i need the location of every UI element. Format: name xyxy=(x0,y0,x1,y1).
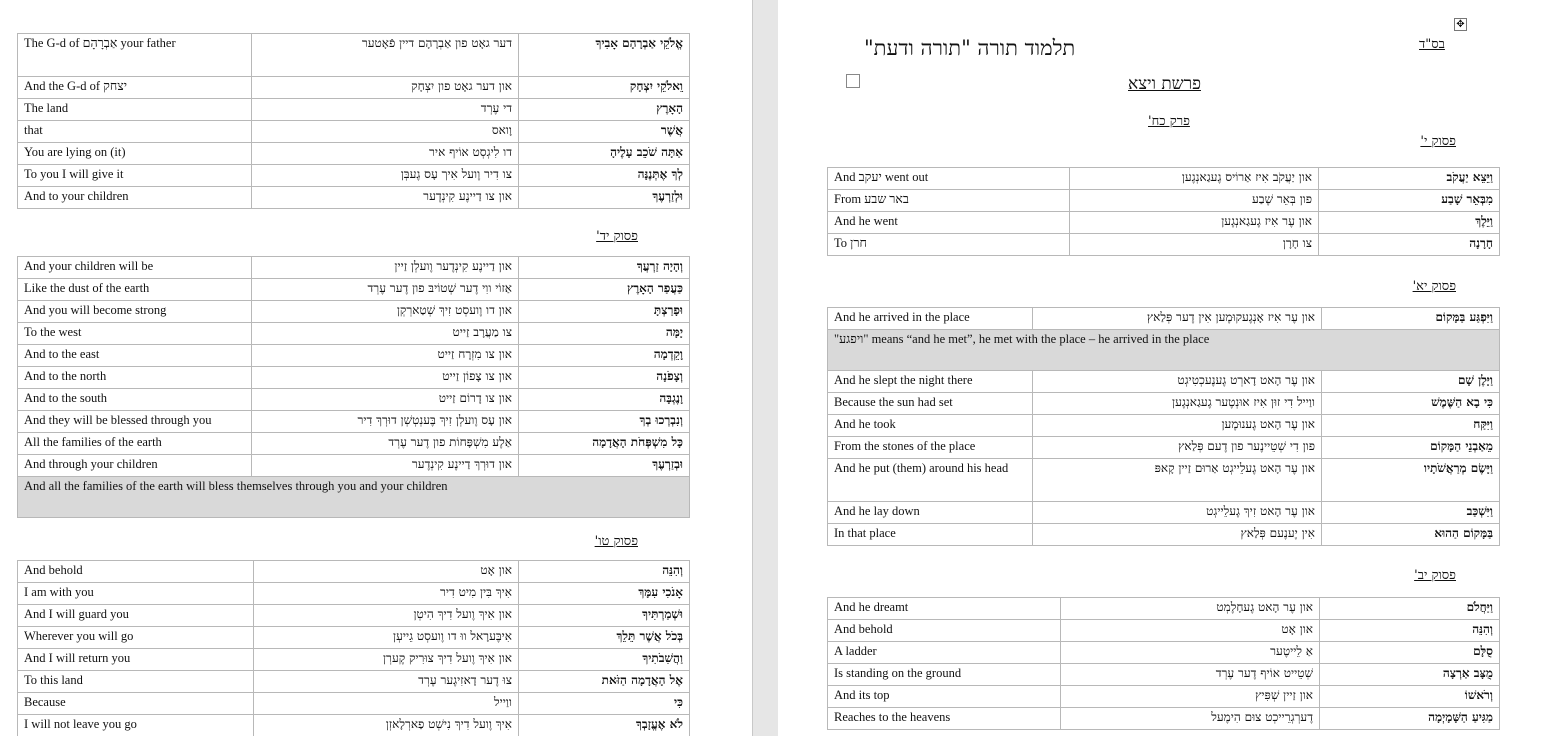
table-row xyxy=(18,257,690,279)
yiddish-cell: אַזוֹי ווִי דֶער שְׁטוֹיבּ פון דֶער עֶרְד xyxy=(252,279,519,301)
english-cell: And to your children xyxy=(18,187,252,209)
hebrew-cell: סֻלָּם xyxy=(1320,642,1500,664)
hebrew-cell: וְהִנֵּה xyxy=(1320,620,1500,642)
document-title: תלמוד תורה "תורה ודעת" xyxy=(864,36,1076,60)
table-body xyxy=(18,561,690,736)
english-cell: And behold xyxy=(18,561,254,583)
english-cell: And to the east xyxy=(18,345,252,367)
table-row xyxy=(828,620,1500,642)
table-row xyxy=(18,693,690,715)
yiddish-cell: שְׁטֵייט אוֹיף דֶער עֶרְד xyxy=(1061,664,1320,686)
english-cell: To you I will give it xyxy=(18,165,252,187)
yiddish-cell: און אִיךְ וֶועל דִיךְ הִיטְן xyxy=(254,605,519,627)
yiddish-cell: און עֶר הָאט זִיךְ גֶעלֵייגְט xyxy=(1033,502,1322,524)
yiddish-cell: און דער גאָט פון יִצְחָק xyxy=(252,77,519,99)
table-row xyxy=(18,34,690,77)
yiddish-cell: און צו צָפוֹן זַייט xyxy=(252,367,519,389)
hebrew-cell: לֹא אֶעֱזָבְךָ xyxy=(519,715,690,736)
yiddish-cell: אַ לֵייטֶער xyxy=(1061,642,1320,664)
table-row xyxy=(18,99,690,121)
table-move-handle-icon[interactable]: ✥ xyxy=(1454,18,1467,31)
pasuk-heading: פסוק יב' xyxy=(1414,568,1456,583)
hebrew-cell: וַהֲשִׁבֹתִיךָ xyxy=(519,649,690,671)
hebrew-cell: וְהִנֵּה xyxy=(519,561,690,583)
yiddish-cell: אִיבֶּערָאל ווּ דו וֶועסְט גֵייעְן xyxy=(254,627,519,649)
table-body xyxy=(828,308,1500,546)
hebrew-cell: וַיִּפְגַּע בַּמָּקוֹם xyxy=(1322,308,1500,330)
yiddish-cell: וָואס xyxy=(252,121,519,143)
yiddish-cell: צו מַעֲרָב זַייט xyxy=(252,323,519,345)
table-row xyxy=(828,502,1500,524)
hebrew-cell: יָמָּה xyxy=(519,323,690,345)
hebrew-cell: וַיֵּצֵא יַעֲקֹב xyxy=(1319,168,1500,190)
yiddish-cell: און זַיין שְׁפִּיץ xyxy=(1061,686,1320,708)
english-cell: And he arrived in the place xyxy=(828,308,1033,330)
english-cell: And he took xyxy=(828,415,1033,437)
yiddish-cell: צו חָרָן xyxy=(1070,234,1319,256)
yiddish-cell: און צו דַיינֶע קִינְדֶער xyxy=(252,187,519,209)
yiddish-cell: אִין יֶענֶעם פְּלַאץ xyxy=(1033,524,1322,546)
pasuk-heading: פסוק י' xyxy=(1420,134,1456,149)
english-cell: To the west xyxy=(18,323,252,345)
yiddish-cell: דער גאָט פון אַבְרָהָם דיין פֿאָטער xyxy=(252,34,519,77)
english-cell: A ladder xyxy=(828,642,1061,664)
translation-table-pasuk-12 xyxy=(827,597,1500,730)
hebrew-cell: וַיִּקַּח xyxy=(1322,415,1500,437)
english-cell: From באר שבע xyxy=(828,190,1070,212)
hebrew-cell: מַגִּיעַ הַשָּׁמָיְמָה xyxy=(1320,708,1500,730)
explanation-note: "ויפגע" means “and he met”, he met with the place – he arrived in the place xyxy=(828,330,1500,371)
table-row xyxy=(828,393,1500,415)
table-row xyxy=(828,308,1500,330)
english-cell: All the families of the earth xyxy=(18,433,252,455)
hebrew-cell: מִבְּאֵר שָׁבַע xyxy=(1319,190,1500,212)
english-cell: To this land xyxy=(18,671,254,693)
yiddish-cell: דו לִיגְסְט אוֹיף איר xyxy=(252,143,519,165)
hebrew-cell: וְנִבְרְכוּ בְךָ xyxy=(519,411,690,433)
hebrew-cell: לְךָ אֶתְּנֶנָּה xyxy=(519,165,690,187)
table-row xyxy=(18,627,690,649)
document-page-left xyxy=(0,0,752,736)
hebrew-cell: וַיַּחֲלֹם xyxy=(1320,598,1500,620)
english-cell: And to the north xyxy=(18,367,252,389)
table-row xyxy=(828,642,1500,664)
english-cell: From the stones of the place xyxy=(828,437,1033,459)
english-cell: And the G-d of יצחק xyxy=(18,77,252,99)
table-row xyxy=(18,345,690,367)
english-cell: I will not leave you go xyxy=(18,715,254,736)
table-row xyxy=(18,455,690,477)
table-row-note xyxy=(18,477,690,518)
english-cell: And they will be blessed through you xyxy=(18,411,252,433)
translation-table-pasuk-14 xyxy=(17,256,690,518)
english-cell: And your children will be xyxy=(18,257,252,279)
table-row xyxy=(828,524,1500,546)
hebrew-cell: וְהָיָה זַרְעֲךָ xyxy=(519,257,690,279)
table-row xyxy=(828,371,1500,393)
table-row xyxy=(828,437,1500,459)
english-cell: Reaches to the heavens xyxy=(828,708,1061,730)
yiddish-cell: ווַייל xyxy=(254,693,519,715)
parsha-heading: פרשת ויצא xyxy=(1128,74,1201,94)
english-cell: The G-d of אַבְרָהָם your father xyxy=(18,34,252,77)
english-cell: And he dreamt xyxy=(828,598,1061,620)
hebrew-cell: הָאָרֶץ xyxy=(519,99,690,121)
yiddish-cell: אִיךְ וֶועל דִיךְ נִישְׁט פַארְלָאזְן xyxy=(254,715,519,736)
table-row xyxy=(828,686,1500,708)
yiddish-cell: ווַייל דִי זוּן אִיז אוּנְטֶער גֶעגַאנְגֶען xyxy=(1033,393,1322,415)
hebrew-cell: בְּכֹל אֲשֶׁר תֵּלֵךְ xyxy=(519,627,690,649)
table-body xyxy=(18,257,690,518)
table-row xyxy=(18,561,690,583)
pasuk-heading: פסוק יא' xyxy=(1412,279,1456,294)
hebrew-cell: וּלְזַרְעֶךָ xyxy=(519,187,690,209)
yiddish-cell: און עֶר אִיז גֶעגַאנְגֶען xyxy=(1070,212,1319,234)
yiddish-cell: און אָט xyxy=(254,561,519,583)
english-cell: Because xyxy=(18,693,254,715)
hebrew-cell: אַתָּה שֹׁכֵב עָלֶיהָ xyxy=(519,143,690,165)
yiddish-cell: און עֶר הָאט דָארְט גֶענֶעכְטִיגְט xyxy=(1033,371,1322,393)
hebrew-cell: כִּי בָא הַשֶּׁמֶשׁ xyxy=(1322,393,1500,415)
yiddish-cell: אִיךְ בִּין מִיט דִיר xyxy=(254,583,519,605)
yiddish-cell: און אָט xyxy=(1061,620,1320,642)
english-cell: You are lying on (it) xyxy=(18,143,252,165)
table-row xyxy=(18,323,690,345)
perek-heading: פרק כח' xyxy=(1148,114,1190,129)
english-cell: And I will guard you xyxy=(18,605,254,627)
hebrew-cell: וּפָרַצְתָּ xyxy=(519,301,690,323)
hebrew-cell: בַּמָּקוֹם הַהוּא xyxy=(1322,524,1500,546)
hebrew-cell: וָנֶגְבָּה xyxy=(519,389,690,411)
english-cell: And he lay down xyxy=(828,502,1033,524)
page-gutter xyxy=(752,0,780,736)
yiddish-cell: און יַעֲקֹב אִיז אַרוֹיס גֶעגַאנְגֶען xyxy=(1070,168,1319,190)
english-cell: And behold xyxy=(828,620,1061,642)
table-row xyxy=(828,459,1500,502)
hebrew-cell: וּבְזַרְעֶךָ xyxy=(519,455,690,477)
translation-table-pasuk-10 xyxy=(827,167,1500,256)
hebrew-cell: וַיִּשְׁכַּב xyxy=(1322,502,1500,524)
hebrew-cell: מֵאַבְנֵי הַמָּקוֹם xyxy=(1322,437,1500,459)
bsd-header: בס"ד xyxy=(1419,37,1445,52)
yiddish-cell: אַלֶע מִשְׁפָּחוֹת פון דֶער עֶרְד xyxy=(252,433,519,455)
hebrew-cell: כָּל מִשְׁפְּחֹת הָאֲדָמָה xyxy=(519,433,690,455)
english-cell: I am with you xyxy=(18,583,254,605)
hebrew-cell: וְצָפֹנָה xyxy=(519,367,690,389)
hebrew-cell: אֶל הָאֲדָמָה הַזֹּאת xyxy=(519,671,690,693)
hebrew-cell: אֲשֶׁר xyxy=(519,121,690,143)
hebrew-cell: וּשְׁמַרְתִּיךָ xyxy=(519,605,690,627)
english-cell: Wherever you will go xyxy=(18,627,254,649)
yiddish-cell: און עָס וֶועלְן זִיךְ בֶּענְטְשְׁן דוּרְךְ דִיר xyxy=(252,411,519,433)
english-cell: And he put (them) around his head xyxy=(828,459,1033,502)
table-row xyxy=(18,187,690,209)
yiddish-cell: און דוּרְךְ דַיינֶע קִינְדֶער xyxy=(252,455,519,477)
yiddish-cell: צו דִיר וֶועל אִיך עָס גֶעבְּן xyxy=(252,165,519,187)
hebrew-cell: וָקֵדְמָה xyxy=(519,345,690,367)
hebrew-cell: כִּי xyxy=(519,693,690,715)
english-cell: Like the dust of the earth xyxy=(18,279,252,301)
hebrew-cell: חָרָנָה xyxy=(1319,234,1500,256)
table-row xyxy=(18,279,690,301)
english-cell: And its top xyxy=(828,686,1061,708)
table-body xyxy=(18,34,690,209)
english-cell: To חרן xyxy=(828,234,1070,256)
yiddish-cell: און עֶר אִיז אָנְגֶעקוּמֶען אִין דֶער פְּלַאץ xyxy=(1033,308,1322,330)
table-row xyxy=(18,583,690,605)
yiddish-cell: און דו וֶועסְט זִיךְ שְׁטַארְקְן xyxy=(252,301,519,323)
translation-table-pasuk-15 xyxy=(17,560,690,736)
table-row xyxy=(18,77,690,99)
english-cell: And I will return you xyxy=(18,649,254,671)
table-row-note xyxy=(828,330,1500,371)
table-row xyxy=(828,168,1500,190)
english-cell: And he went xyxy=(828,212,1070,234)
hebrew-cell: מֻצָּב אַרְצָה xyxy=(1320,664,1500,686)
hebrew-cell: כַּעֲפַר הָאָרֶץ xyxy=(519,279,690,301)
english-cell: that xyxy=(18,121,252,143)
table-row xyxy=(18,389,690,411)
yiddish-cell: און דַיינֶע קִינְדֶער וֶועלְן זַיין xyxy=(252,257,519,279)
english-cell: And you will become strong xyxy=(18,301,252,323)
hebrew-cell: וַיָּשֶׂם מְרַאֲשֹׁתָיו xyxy=(1322,459,1500,502)
english-cell: The land xyxy=(18,99,252,121)
yiddish-cell: און אִיךְ וֶועל דִיךְ צוּרִיק קֶערְן xyxy=(254,649,519,671)
document-page-right xyxy=(778,0,1545,736)
table-row xyxy=(18,433,690,455)
yiddish-cell: און עֶר הָאט גֶעלֵייגְט אַרוּם זַיין קָאפּ xyxy=(1033,459,1322,502)
yiddish-cell: דֶערְגְרֵייכְט צוּם הִימֶעל xyxy=(1061,708,1320,730)
translation-table-pasuk-13 xyxy=(17,33,690,209)
english-cell: In that place xyxy=(828,524,1033,546)
table-row xyxy=(18,671,690,693)
hebrew-cell: אֱלֹקֵי אַבְרָהָם אָבִיךָ xyxy=(519,34,690,77)
table-row xyxy=(828,234,1500,256)
hebrew-cell: וְרֹאשׁוֹ xyxy=(1320,686,1500,708)
table-row xyxy=(828,212,1500,234)
pasuk-heading: פסוק טו' xyxy=(594,534,638,549)
table-row xyxy=(18,143,690,165)
table-row xyxy=(18,121,690,143)
table-row xyxy=(18,411,690,433)
yiddish-cell: צוּ דֶער דָאזִיגֶער עֶרְד xyxy=(254,671,519,693)
yiddish-cell: פון דִי שְׁטֵיינֶער פון דֶעם פְּלַאץ xyxy=(1033,437,1322,459)
yiddish-cell: און עֶר הָאט גֶענוּמֶען xyxy=(1033,415,1322,437)
explanation-note: And all the families of the earth will bless themselves through you and your children xyxy=(18,477,690,518)
table-row xyxy=(18,649,690,671)
table-row xyxy=(828,708,1500,730)
english-cell: And he slept the night there xyxy=(828,371,1033,393)
hebrew-cell: וֵאלֹקֵי יִצְחָק xyxy=(519,77,690,99)
table-row xyxy=(18,715,690,736)
hebrew-cell: אָנֹכִי עִמָּךְ xyxy=(519,583,690,605)
yiddish-cell: און צו מִזְרָח זַייט xyxy=(252,345,519,367)
english-cell: And through your children xyxy=(18,455,252,477)
yiddish-cell: פון בְּאֵר שֶׁבַע xyxy=(1070,190,1319,212)
table-row xyxy=(828,415,1500,437)
hebrew-cell: וַיֵּלֶךְ xyxy=(1319,212,1500,234)
table-body xyxy=(828,598,1500,730)
english-cell: Because the sun had set xyxy=(828,393,1033,415)
table-row xyxy=(828,598,1500,620)
table-row xyxy=(18,367,690,389)
table-row xyxy=(18,301,690,323)
table-body xyxy=(828,168,1500,256)
table-row xyxy=(828,190,1500,212)
hebrew-cell: וַיָּלֶן שָׁם xyxy=(1322,371,1500,393)
table-row xyxy=(18,605,690,627)
english-cell: Is standing on the ground xyxy=(828,664,1061,686)
yiddish-cell: און עֶר הָאט גֶעחָלֶמְט xyxy=(1061,598,1320,620)
table-row xyxy=(18,165,690,187)
translation-table-pasuk-11 xyxy=(827,307,1500,546)
checkbox-icon[interactable] xyxy=(846,74,860,88)
english-cell: And to the south xyxy=(18,389,252,411)
yiddish-cell: און צו דָרוֹם זַייט xyxy=(252,389,519,411)
table-row xyxy=(828,664,1500,686)
yiddish-cell: די עֶרְד xyxy=(252,99,519,121)
pasuk-heading: פסוק יד' xyxy=(596,229,638,244)
english-cell: And יעקב went out xyxy=(828,168,1070,190)
